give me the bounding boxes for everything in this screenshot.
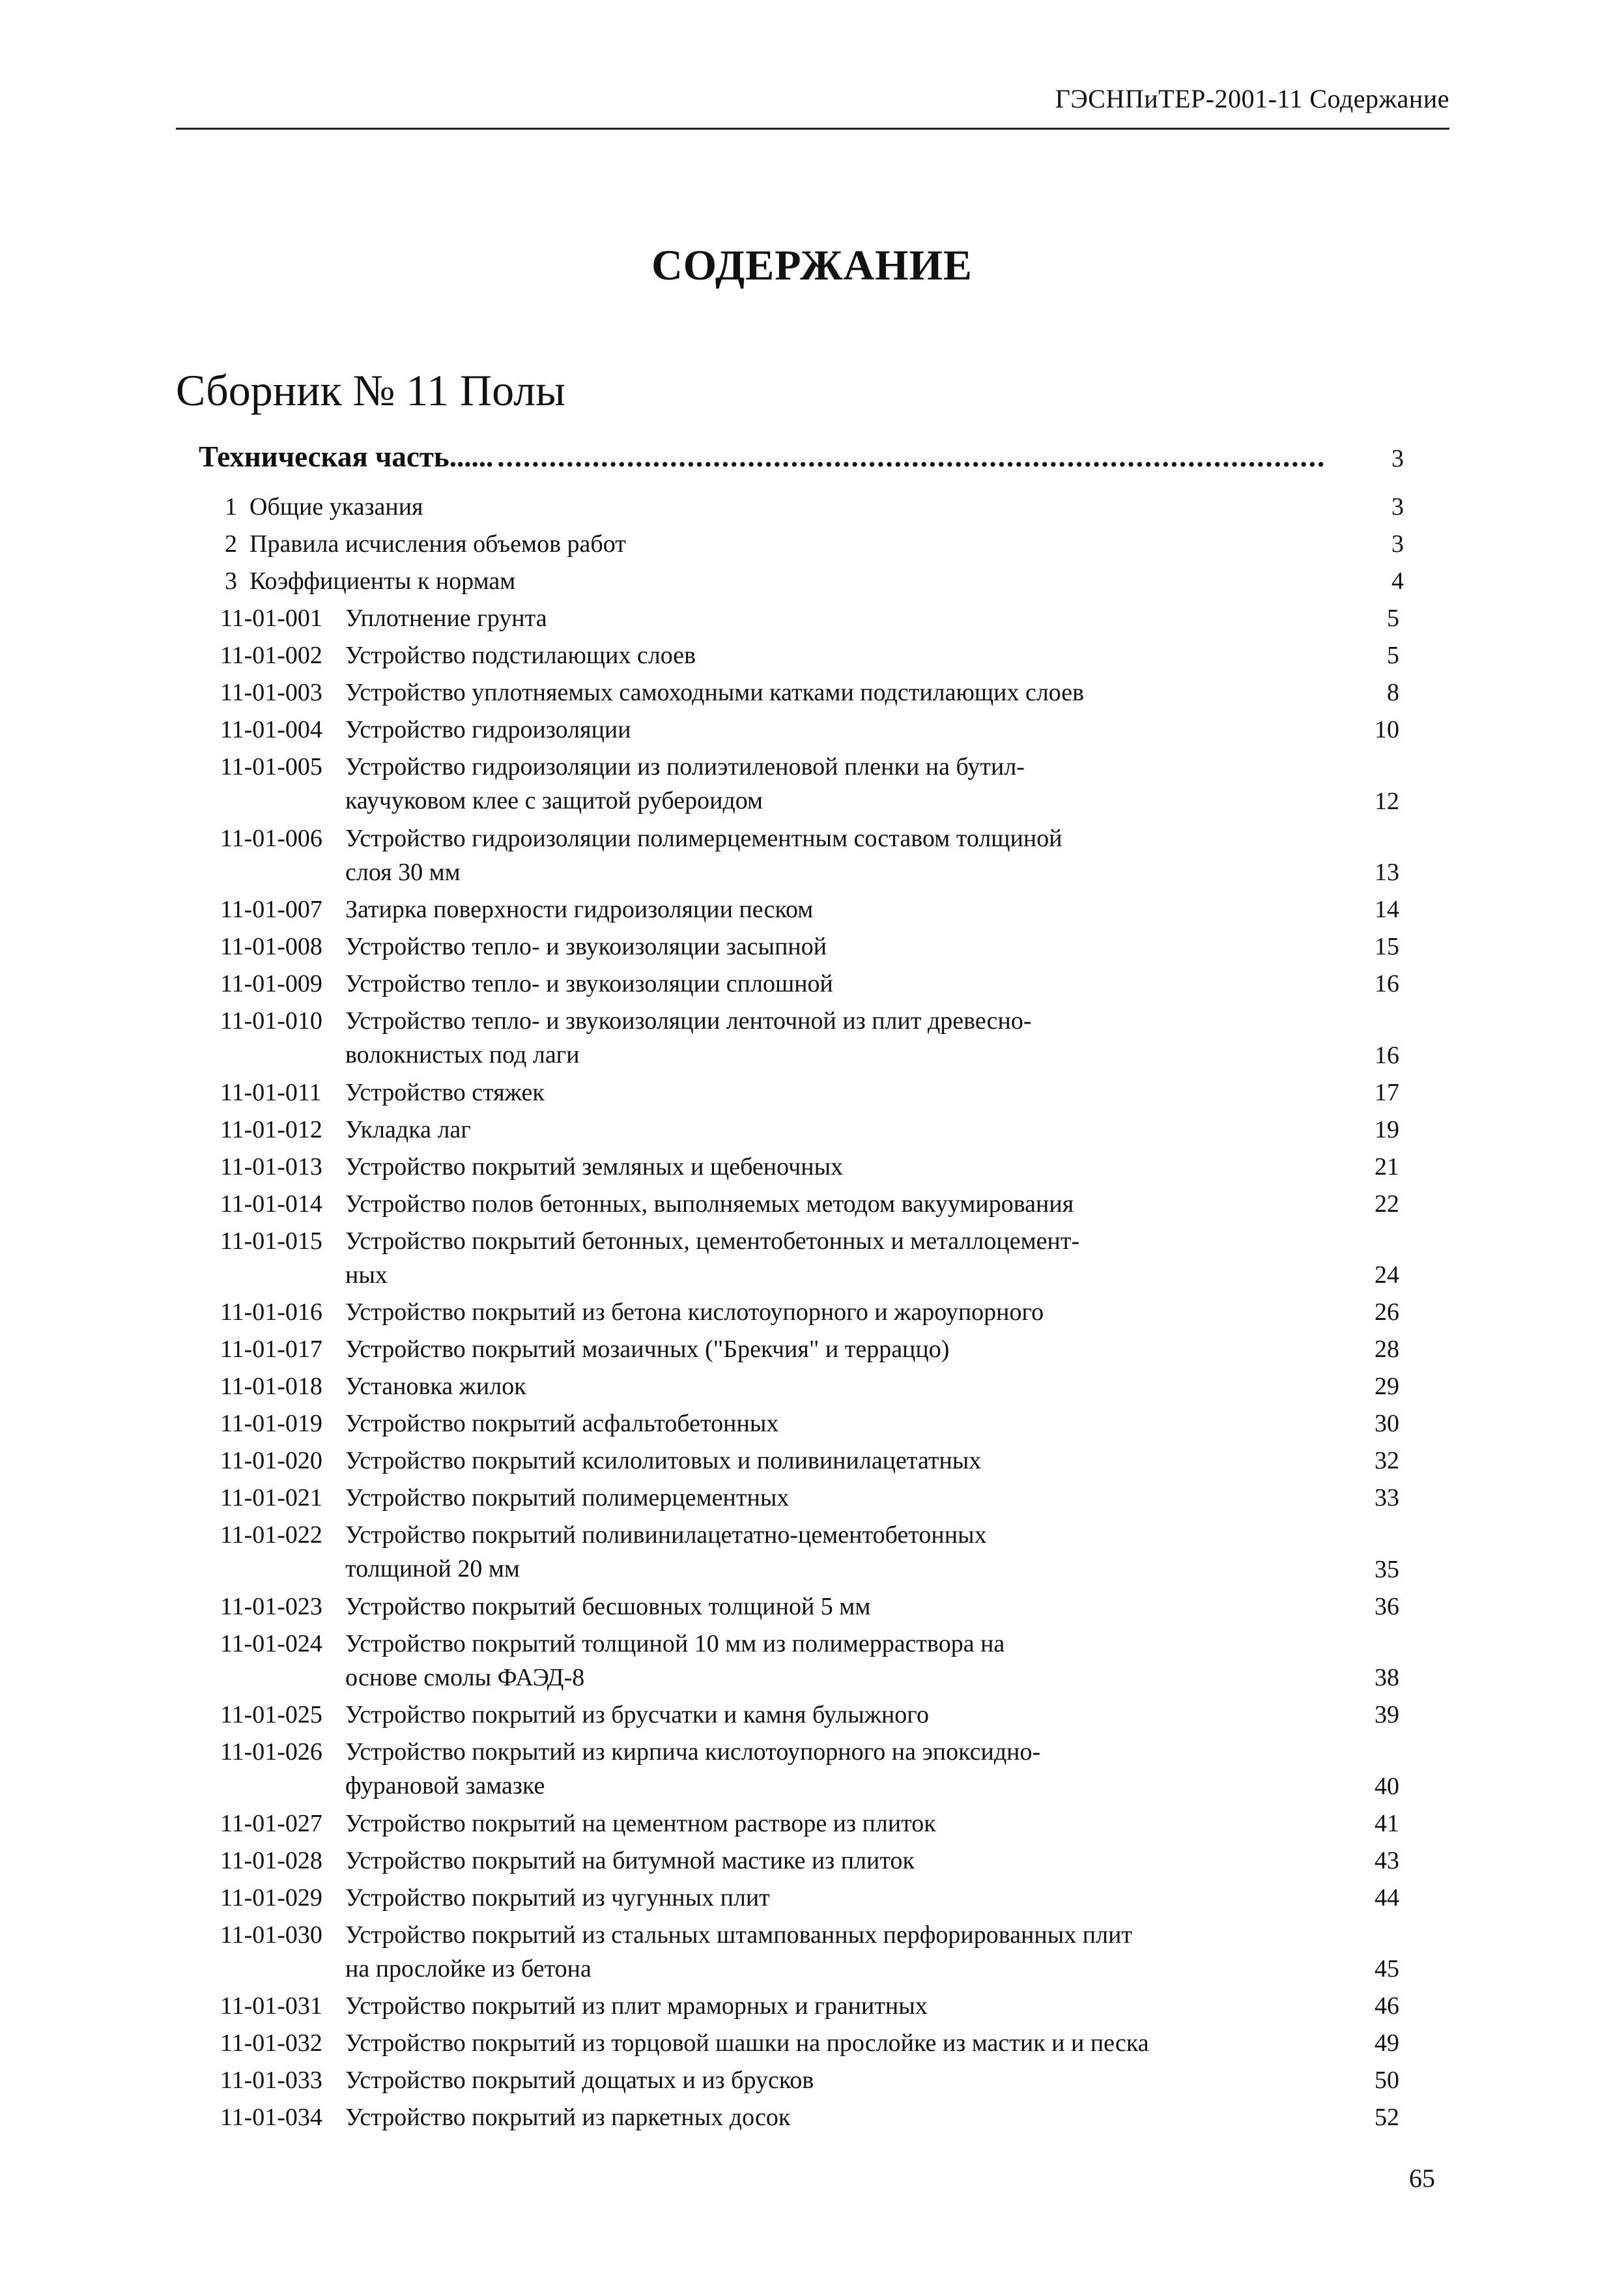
entry-code: 11-01-001 [220, 605, 322, 632]
entry-title [345, 1113, 1322, 1147]
technical-part-entry [199, 440, 1404, 476]
entry-page: 17 [1375, 1078, 1399, 1106]
page-title: СОДЕРЖАНИЕ [651, 242, 973, 289]
entry-page: 12 [1375, 787, 1399, 815]
entry-page: 38 [1375, 1664, 1399, 1691]
entry-page: 5 [1387, 642, 1399, 669]
entry-title [345, 1076, 1322, 1109]
entry-title-line: Устройство гидроизоляции полимерцементным составом толщиной [345, 824, 1062, 852]
page-header [176, 83, 1449, 130]
entry-title [345, 1481, 1322, 1515]
toc-entry-row [220, 1807, 1399, 1841]
entry-page: 36 [1375, 1592, 1399, 1620]
entry-page: 49 [1375, 2029, 1399, 2057]
toc-entry-row [220, 2100, 1399, 2135]
entry-code: 11-01-020 [220, 1447, 322, 1474]
entry-code: 11-01-018 [220, 1373, 322, 1400]
entry-code: 11-01-003 [220, 679, 322, 706]
toc-entry-row [220, 1224, 1399, 1293]
entry-code: 11-01-023 [220, 1592, 322, 1620]
toc-entry-row [220, 1444, 1399, 1478]
entry-code: 11-01-021 [220, 1484, 322, 1511]
entry-title-line: Затирка поверхности гидроизоляции песком [345, 896, 814, 923]
entry-title-line: Устройство покрытий из торцовой шашки на прослойке из мастик и и песка [345, 2029, 1149, 2057]
entry-code: 11-01-019 [220, 1410, 322, 1437]
toc-entry-row [220, 893, 1399, 927]
entry-page: 22 [1375, 1190, 1399, 1218]
entry-title-line: Устройство покрытий дощатых и из брусков [345, 2067, 814, 2094]
entry-code: 11-01-009 [220, 970, 322, 997]
entry-page: 8 [1387, 679, 1399, 706]
entry-title-line: Устройство гидроизоляции [345, 716, 631, 743]
entry-title [345, 1698, 1322, 1732]
entry-code: 11-01-014 [220, 1190, 322, 1218]
entry-title [345, 1224, 1322, 1292]
entry-title-line: ных [345, 1261, 388, 1289]
entry-code: 11-01-007 [220, 896, 322, 923]
entry-title [345, 1407, 1322, 1440]
leader-dots: ................................................................................................ [497, 440, 1326, 473]
entry-page: 24 [1375, 1261, 1399, 1289]
entry-page: 14 [1375, 896, 1399, 923]
entry-title-line: Устройство покрытий асфальтобетонных [345, 1410, 779, 1437]
entry-title-line: слоя 30 мм [345, 858, 461, 886]
entry-title [345, 1735, 1322, 1803]
entry-title-line: Устройство тепло- и звукоизоляции засыпной [345, 933, 827, 960]
section-number: 3 [225, 567, 237, 595]
toc-entry-row [220, 967, 1399, 1001]
entry-title-line: на прослойке из бетона [345, 1954, 591, 1982]
entry-title [345, 750, 1322, 818]
entry-code: 11-01-017 [220, 1336, 322, 1363]
entry-title-line: Устройство покрытий бетонных, цементобетонных и металлоцемент- [345, 1227, 1080, 1255]
page-number: 65 [1409, 2164, 1435, 2193]
entry-page: 28 [1375, 1336, 1399, 1363]
entry-title-line: волокнистых под лаги [345, 1041, 580, 1068]
technical-part-label: Техническая часть...... [199, 440, 494, 473]
entry-title-line: Устройство покрытий бесшовных толщиной 5 мм [345, 1592, 871, 1620]
entry-page: 46 [1375, 1992, 1399, 2020]
toc-entry-row [220, 1187, 1399, 1222]
toc-entry-row [220, 1332, 1399, 1367]
section-title: Коэффициенты к нормам [249, 567, 516, 595]
entry-page: 45 [1375, 1955, 1399, 1982]
entry-code: 11-01-011 [220, 1078, 322, 1106]
entry-code: 11-01-025 [220, 1701, 322, 1728]
toc-entry-row [220, 1004, 1399, 1072]
entry-title-line: фурановой замазке [345, 1772, 545, 1799]
entry-title [345, 1332, 1322, 1366]
entry-title-line: Устройство покрытий из паркетных досок [345, 2104, 791, 2131]
entry-title-line: Устройство покрытий из бетона кислотоупорного и жароупорного [345, 1298, 1044, 1326]
toc-entry-row [220, 1076, 1399, 1110]
header-text: ГЭСНПиТЕР-2001-11 Содержание [1055, 84, 1449, 113]
toc-entry-row [220, 1698, 1399, 1732]
entry-title [345, 1518, 1322, 1586]
entry-title-line: основе смолы ФАЭД-8 [345, 1663, 585, 1691]
entry-title-line: Устройство полов бетонных, выполняемых методом вакуумирования [345, 1190, 1074, 1218]
entry-page: 16 [1375, 1041, 1399, 1069]
entry-title-line: Уплотнение грунта [345, 605, 547, 632]
entry-page: 50 [1375, 2067, 1399, 2094]
toc-section-row [225, 564, 1404, 599]
entry-title-line: Устройство покрытий мозаичных ("Брекчия" и терраццо) [345, 1336, 950, 1363]
entry-title-line: Устройство тепло- и звукоизоляции ленточной из плит древесно- [345, 1007, 1032, 1035]
entry-title [345, 967, 1322, 1001]
entry-title [345, 1627, 1322, 1695]
entry-title [345, 2026, 1322, 2060]
toc-entry-row [220, 1627, 1399, 1695]
toc-section-row [225, 490, 1404, 524]
entry-page: 29 [1375, 1373, 1399, 1400]
entry-code: 11-01-024 [220, 1629, 322, 1657]
entry-title-line: Устройство покрытий ксилолитовых и поливинилацетатных [345, 1447, 982, 1474]
entry-title-line: Устройство покрытий толщиной 10 мм из полимерраствора на [345, 1629, 1005, 1657]
entry-title [345, 1807, 1322, 1840]
entry-title [345, 1844, 1322, 1878]
entry-title-line: Установка жилок [345, 1373, 526, 1400]
entry-code: 11-01-033 [220, 2067, 322, 2094]
entry-title-line: каучуковом клее с защитой рубероидом [345, 787, 763, 814]
entry-page: 21 [1375, 1152, 1399, 1181]
entry-code: 11-01-012 [220, 1115, 322, 1143]
toc-entry-row [220, 638, 1399, 673]
toc-entry-row [220, 1918, 1399, 1986]
toc-entry-row [220, 1735, 1399, 1803]
entry-title-line: Устройство уплотняемых самоходными катками подстилающих слоев [345, 679, 1085, 706]
toc-entry-row [220, 1989, 1399, 2024]
entry-page: 26 [1375, 1298, 1399, 1326]
entry-title [345, 2063, 1322, 2097]
entry-title-line: Устройство покрытий полимерцементных [345, 1484, 790, 1511]
collection-title: Сборник № 11 Полы [176, 365, 565, 415]
toc-entry-row [220, 750, 1399, 818]
entry-title-line: Укладка лаг [345, 1115, 471, 1143]
entry-title [345, 1295, 1322, 1329]
entry-title-line: Устройство покрытий из стальных штампованных перфорированных плит [345, 1921, 1133, 1949]
entry-code: 11-01-004 [220, 716, 322, 743]
toc-entry-row [220, 1150, 1399, 1184]
toc-entry-row [220, 601, 1399, 636]
entry-title [345, 713, 1322, 747]
entry-page: 5 [1387, 605, 1399, 632]
entry-page: 16 [1375, 970, 1399, 997]
entry-code: 11-01-015 [220, 1227, 322, 1255]
entry-code: 11-01-031 [220, 1992, 322, 2020]
section-title: Правила исчисления объемов работ [249, 530, 626, 558]
entry-page: 33 [1375, 1484, 1399, 1511]
entry-title [345, 1444, 1322, 1478]
technical-part-page: 3 [1391, 445, 1404, 472]
entry-title-line: Устройство покрытий из чугунных плит [345, 1883, 770, 1911]
section-page: 3 [1391, 493, 1404, 521]
toc-section-row [225, 527, 1404, 562]
entry-title [345, 930, 1322, 964]
toc-entry-row [220, 1481, 1399, 1515]
toc-entry-row [220, 676, 1399, 710]
toc-entry-row [220, 2026, 1399, 2061]
entry-title-line: Устройство покрытий земляных и щебеночных [345, 1152, 844, 1181]
section-page: 4 [1391, 567, 1404, 595]
section-number: 2 [225, 530, 237, 558]
entry-page: 19 [1375, 1115, 1399, 1143]
entry-code: 11-01-034 [220, 2104, 322, 2131]
entry-code: 11-01-030 [220, 1921, 322, 1949]
entry-title [345, 1150, 1322, 1184]
entry-title [345, 1590, 1322, 1624]
entry-title [345, 1369, 1322, 1403]
entry-code: 11-01-005 [220, 753, 322, 780]
entry-title-line: Устройство тепло- и звукоизоляции сплошной [345, 970, 833, 997]
entry-title-line: толщиной 20 мм [345, 1555, 520, 1582]
entry-code: 11-01-022 [220, 1521, 322, 1549]
entry-page: 15 [1375, 933, 1399, 960]
entry-title [345, 1187, 1322, 1221]
entry-title [345, 1989, 1322, 2023]
section-page: 3 [1391, 530, 1404, 558]
toc-entry-row [220, 930, 1399, 964]
entry-code: 11-01-028 [220, 1846, 322, 1874]
entry-page: 41 [1375, 1809, 1399, 1837]
entry-code: 11-01-008 [220, 933, 322, 960]
entry-page: 10 [1375, 716, 1399, 743]
entry-code: 11-01-016 [220, 1298, 322, 1326]
entry-title-line: Устройство покрытий поливинилацетатно-цементобетонных [345, 1521, 987, 1549]
entry-title-line: Устройство подстилающих слоев [345, 642, 696, 669]
entry-title-line: Устройство гидроизоляции из полиэтиленовой пленки на бутил- [345, 753, 1025, 780]
entry-page: 13 [1375, 859, 1399, 886]
toc-entry-row [220, 1407, 1399, 1441]
toc-entry-row [220, 1590, 1399, 1624]
entry-title [345, 1004, 1322, 1072]
entry-title [345, 822, 1322, 889]
entry-code: 11-01-032 [220, 2029, 322, 2057]
entry-code: 11-01-010 [220, 1007, 322, 1035]
entry-page: 39 [1375, 1701, 1399, 1728]
toc-entry-row [220, 1518, 1399, 1586]
toc-entry-row [220, 1881, 1399, 1915]
entry-title [345, 638, 1322, 672]
entry-title-line: Устройство стяжек [345, 1078, 545, 1106]
entry-title [345, 601, 1322, 635]
entry-title-line: Устройство покрытий из плит мраморных и гранитных [345, 1992, 928, 2020]
entry-code: 11-01-029 [220, 1883, 322, 1911]
section-number: 1 [225, 493, 237, 521]
entry-page: 40 [1375, 1772, 1399, 1800]
section-title: Общие указания [249, 493, 423, 521]
entry-title [345, 893, 1322, 926]
toc-entry-row [220, 1844, 1399, 1878]
entry-title-line: Устройство покрытий из брусчатки и камня булыжного [345, 1701, 929, 1728]
toc-entry-row [220, 822, 1399, 890]
entry-page: 35 [1375, 1555, 1399, 1583]
toc-entry-row [220, 1295, 1399, 1330]
entry-title-line: Устройство покрытий на цементном растворе из плиток [345, 1809, 936, 1837]
toc-entry-row [220, 713, 1399, 747]
entry-title [345, 2100, 1322, 2134]
toc-entry-row [220, 2063, 1399, 2098]
entry-title [345, 1918, 1322, 1986]
entry-code: 11-01-027 [220, 1809, 322, 1837]
entry-page: 43 [1375, 1846, 1399, 1874]
entry-page: 52 [1375, 2104, 1399, 2131]
entry-page: 30 [1375, 1410, 1399, 1437]
entry-title-line: Устройство покрытий на битумной мастике из плиток [345, 1846, 915, 1874]
entry-code: 11-01-026 [220, 1738, 322, 1766]
entry-title [345, 1881, 1322, 1915]
entry-code: 11-01-002 [220, 642, 322, 669]
entry-code: 11-01-006 [220, 824, 322, 852]
toc-entry-row [220, 1113, 1399, 1147]
toc-entry-row [220, 1369, 1399, 1404]
entry-page: 32 [1375, 1447, 1399, 1474]
entry-title-line: Устройство покрытий из кирпича кислотоупорного на эпоксидно- [345, 1738, 1041, 1766]
entry-code: 11-01-013 [220, 1152, 322, 1181]
entry-title [345, 676, 1322, 709]
entry-page: 44 [1375, 1883, 1399, 1911]
